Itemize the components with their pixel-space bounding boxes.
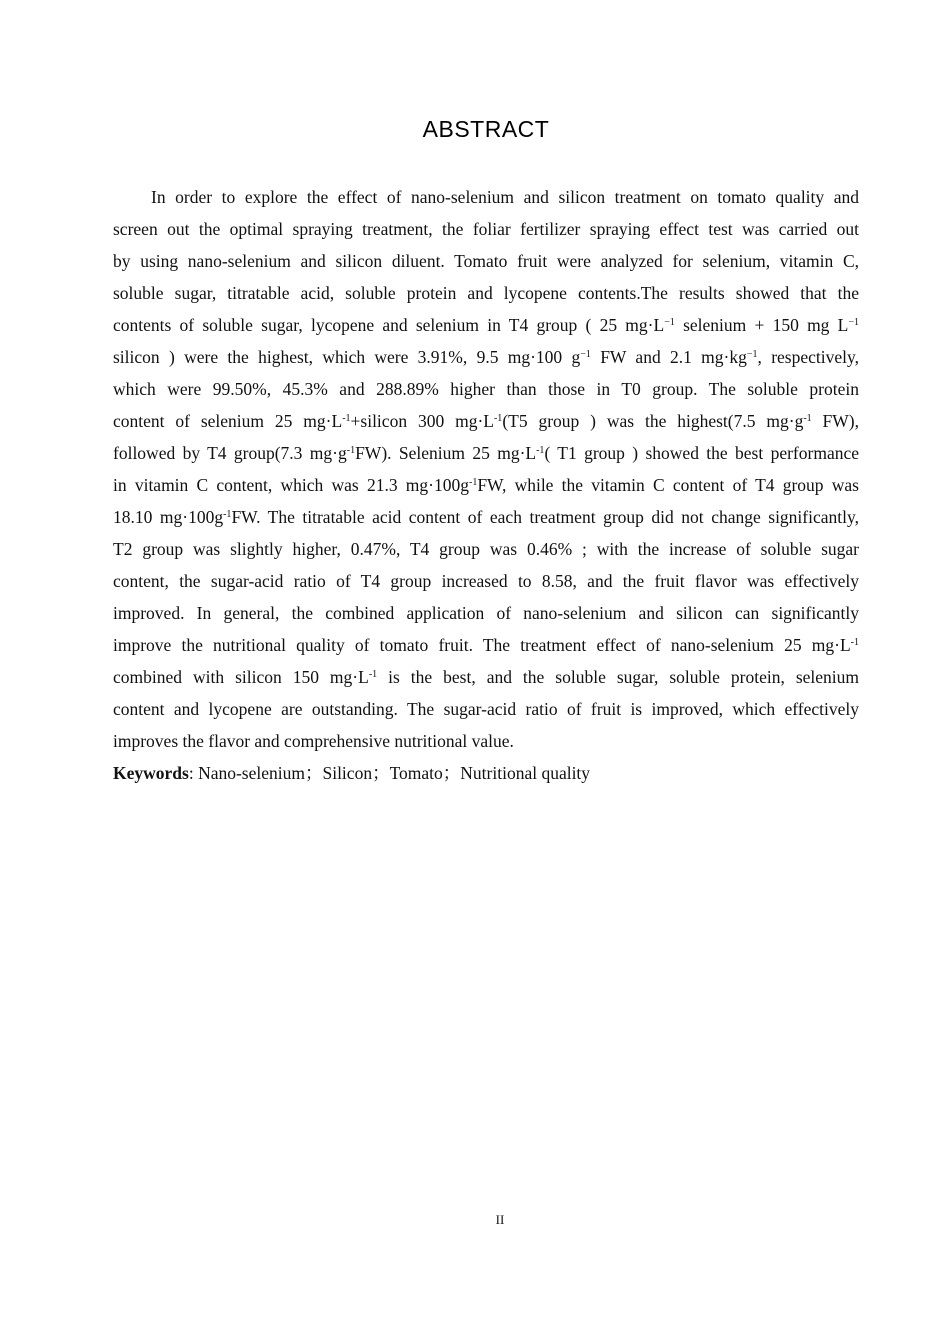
superscript: −1 (746, 349, 758, 360)
superscript: -1 (536, 445, 545, 456)
abstract-line: content of selenium 25 $mg\cdot L^{-1}+silicon$ 300 $mg\cdot L^{-1}(T5$ group ) was the highest(7.5 $mg\cdot g^{-1}$ FW), (113, 411, 860, 431)
superscript: −1 (664, 317, 675, 328)
superscript: -1 (368, 669, 378, 680)
abstract-line: content, the sugar-acid ratio of T4 group increased to 8.58, and the fruit flavor was effectively (113, 571, 859, 591)
abstract-line: content and lycopene are outstanding. The sugar-acid ratio of fruit is improved, which effectively (113, 699, 859, 719)
abstract-line: combined with silicon 150 $mg\cdot L^{-1}$ is the best, and the soluble sugar, soluble protein, selenium (113, 667, 859, 687)
superscript: -1 (342, 413, 351, 424)
abstract-line: soluble sugar, titratable acid, soluble protein and lycopene contents.The results showed that the (113, 283, 859, 303)
abstract-line: improves the flavor and comprehensive nutritional value. (113, 731, 514, 751)
abstract-line: which were 99.50%, 45.3% and 288.89% higher than those in T0 group. The soluble protein (113, 379, 859, 399)
superscript: -1 (803, 413, 812, 424)
abstract-line: improve the nutritional quality of tomato fruit. The treatment effect of nano-selenium 25 $mg\cdot L^{-1}$ (113, 635, 859, 655)
page-number: II (495, 1212, 505, 1227)
abstract-line: followed by T4 group(7.3 $mg\cdot g^{-1}FW$). Selenium 25 $mg\cdot L^{-1}$( T1 group ) showed the best performance (113, 443, 859, 463)
abstract-line: by using nano-selenium and silicon diluent. Tomato fruit were analyzed for selenium, vitamin C, (113, 251, 859, 271)
abstract-line: in vitamin C content, which was 21.3 $mg\cdot 100g^{-1}FW$, while the vitamin C content of T4 group was (113, 475, 859, 495)
abstract-line: improved. In general, the combined application of nano-selenium and silicon can significantly (113, 603, 859, 623)
abstract-line: In order to explore the effect of nano-selenium and silicon treatment on tomato quality and (151, 187, 859, 207)
superscript: −1 (580, 349, 591, 360)
superscript: −1 (848, 317, 859, 328)
keywords-line (113, 757, 859, 789)
superscript: -1 (223, 509, 232, 520)
abstract-line: 18.10 $mg\cdot 100g^{-1}FW$. The titratable acid content of each treatment group did not change significantly, (113, 507, 859, 527)
page-title: ABSTRACT (422, 116, 550, 142)
abstract-paragraph (113, 181, 859, 789)
abstract-line: screen out the optimal spraying treatment, the foliar fertilizer spraying effect test was carried out (113, 219, 859, 239)
abstract-line: T2 group was slightly higher, 0.47%, T4 group was 0.46% ; with the increase of soluble sugar (113, 539, 859, 559)
keywords-label: Keywords (113, 763, 189, 783)
superscript: -1 (468, 477, 478, 488)
superscript: -1 (850, 637, 859, 648)
superscript: -1 (493, 413, 503, 424)
superscript: -1 (346, 445, 356, 456)
abstract-line: contents of soluble sugar, lycopene and selenium in T4 group ( 25 $mg\cdot L^{-1}$ selenium + 150 mg $L^{-1}$ (113, 315, 859, 335)
abstract-line: silicon ) were the highest, which were 3.91%, 9.5 mg·100 $g^{-1}$ FW and 2.1 $mg\cdot kg^{-1}$, respectively, (113, 347, 859, 367)
keywords-text: : Nano-selenium；Silicon；Tomato；Nutritional quality (188, 763, 591, 783)
